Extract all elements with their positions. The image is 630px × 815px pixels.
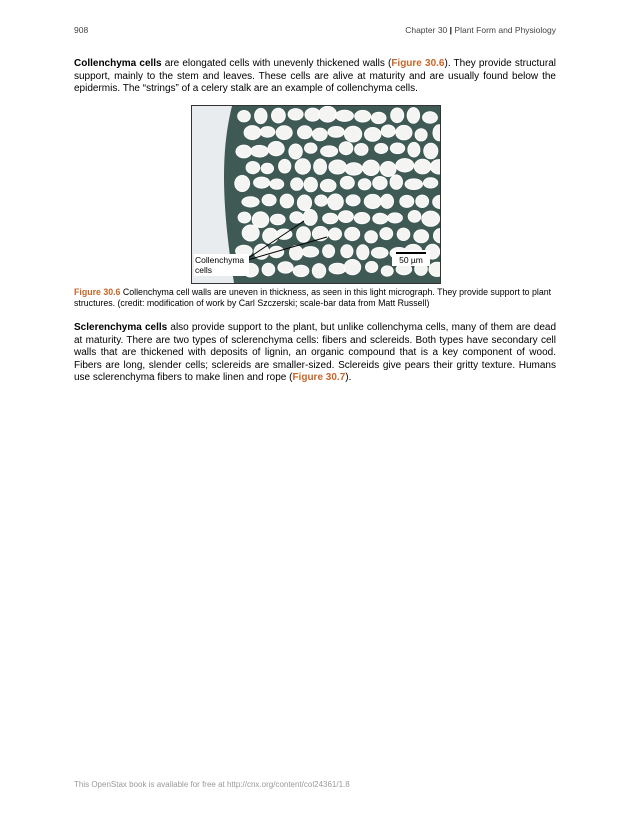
caption-figure-label: Figure 30.6	[74, 287, 121, 297]
paragraph-text: also provide support to the plant, but unlike collenchyma cells, many of them are dead at maturity. There are two types of sclerenchyma cells: fibers and sclereids. Both types have secondary cell walls that are thickened with deposits of lignin, an organic compound that is a key component of wood. Fibers are long, slender cells; sclereids are smaller-sized. Sclereids give pears their gritty texture. Humans use sclerenchyma fibers to make linen and rope (	[74, 322, 556, 383]
collenchyma-paragraph	[74, 58, 556, 96]
plant-cell	[270, 179, 284, 189]
plant-cell	[329, 263, 346, 274]
plant-cell	[355, 144, 368, 156]
plant-cell	[238, 111, 251, 122]
plant-cell	[340, 176, 354, 189]
plant-cell	[252, 212, 269, 228]
plant-cell	[242, 225, 259, 241]
plant-cell	[366, 262, 378, 273]
plant-cell	[357, 245, 369, 260]
plant-cell	[262, 263, 275, 276]
plant-cell	[423, 178, 437, 188]
plant-cell	[336, 110, 354, 121]
plant-cell	[329, 228, 342, 240]
page-number: 908	[74, 25, 89, 35]
paragraph-text: are elongated cells with unevenly thickened walls (	[161, 58, 392, 69]
plant-cell	[276, 126, 292, 140]
plant-cell	[415, 129, 427, 141]
plant-cell	[295, 159, 310, 174]
plant-cell	[396, 125, 412, 139]
plant-cell	[278, 262, 293, 273]
plant-cell	[235, 176, 250, 192]
plant-cell	[396, 159, 414, 172]
plant-cell	[364, 194, 381, 208]
plant-cell	[380, 228, 393, 240]
plant-cell	[280, 194, 293, 208]
page-footer: This OpenStax book is available for free at http://cnx.org/content/col24361/1.8	[74, 780, 350, 789]
plant-cell	[315, 195, 328, 206]
plant-cell	[345, 126, 362, 142]
plant-cell	[354, 213, 369, 224]
plant-cell	[262, 194, 276, 205]
plant-cell	[373, 177, 387, 190]
micrograph-figure	[191, 105, 441, 284]
plant-cell	[358, 179, 371, 190]
plant-cell	[363, 160, 380, 175]
plant-cell	[260, 127, 275, 138]
plant-cell	[289, 144, 302, 159]
plant-cell	[323, 245, 335, 258]
plant-cell	[321, 146, 338, 157]
plant-cell	[416, 195, 429, 207]
running-header	[405, 25, 556, 35]
plant-cell	[344, 260, 360, 275]
plant-cell	[271, 214, 286, 225]
chapter-number: Chapter 30	[405, 25, 448, 35]
plant-cell	[236, 145, 252, 158]
plant-cell	[405, 179, 422, 190]
figure-link-30-7[interactable]: Figure 30.7	[292, 372, 346, 383]
chapter-title: Plant Form and Physiology	[454, 25, 556, 35]
plant-cell	[312, 264, 325, 278]
plant-cell	[345, 163, 362, 175]
plant-cell	[424, 143, 438, 159]
plant-cell	[288, 109, 303, 120]
plant-cell	[407, 108, 419, 124]
plant-cell	[339, 142, 353, 155]
plant-cell	[302, 247, 319, 257]
figure-caption	[74, 287, 556, 309]
plant-cell	[298, 126, 313, 139]
plant-cell	[346, 195, 360, 206]
plant-cell	[328, 127, 344, 138]
plant-cell	[365, 128, 381, 142]
plant-cell	[429, 262, 440, 276]
scale-bar-line	[396, 252, 426, 254]
plant-cell	[293, 265, 309, 276]
plant-cell	[254, 177, 270, 188]
paragraph-text: ).	[345, 372, 352, 383]
plant-cell	[381, 125, 395, 137]
collenchyma-label: Collenchyma cells	[194, 254, 249, 276]
plant-cell	[381, 266, 393, 276]
plant-cell	[290, 212, 303, 223]
plant-cell	[304, 177, 317, 191]
plant-cell	[251, 145, 268, 157]
plant-cell	[238, 212, 251, 223]
plant-cell	[320, 179, 336, 191]
plant-cell	[400, 195, 414, 207]
plant-cell	[365, 231, 378, 243]
plant-cell	[381, 194, 394, 208]
plant-cell	[305, 108, 320, 121]
plant-cell	[312, 128, 327, 141]
plant-cell	[373, 213, 388, 224]
plant-cell	[371, 112, 386, 123]
plant-cell	[242, 197, 259, 207]
plant-cell	[268, 142, 284, 156]
plant-cell	[314, 159, 327, 174]
plant-cell	[408, 142, 420, 157]
plant-cell	[329, 160, 346, 174]
plant-cell	[297, 195, 311, 211]
plant-cell	[371, 248, 388, 259]
plant-cell	[263, 228, 278, 243]
plant-cell	[422, 211, 440, 226]
plant-cell	[414, 230, 429, 243]
plant-cell	[305, 143, 317, 153]
plant-cell	[303, 210, 317, 226]
plant-cell	[244, 126, 261, 140]
scale-bar	[392, 250, 430, 266]
plant-cell	[297, 227, 311, 243]
plant-cell	[246, 162, 260, 174]
figure-link-30-6[interactable]: Figure 30.6	[391, 58, 445, 69]
term-collenchyma: Collenchyma cells	[74, 58, 162, 69]
plant-cell	[328, 194, 344, 210]
plant-cell	[261, 163, 273, 173]
caption-text: Collenchyma cell walls are uneven in thickness, as seen in this light micrograph. They provide support to plant structures. (credit: modification of work by Carl Szczerski; scale-bar data from Matt Russell)	[74, 287, 552, 308]
plant-cell	[279, 159, 291, 173]
plant-cell	[272, 108, 286, 123]
paragraph-text: ). They provide structural support, mainly to the stem and leaves. These cells are alive at maturity and are usually found below the epidermis. The “strings” of a celery stalk are an example of collenchyma cells.	[74, 58, 556, 94]
plant-cell	[323, 213, 338, 223]
plant-cell	[345, 227, 360, 240]
plant-cell	[390, 175, 402, 189]
plant-cell	[408, 211, 421, 223]
plant-cell	[388, 213, 403, 223]
plant-cell	[291, 178, 303, 190]
plant-cell	[339, 211, 354, 223]
term-sclerenchyma: Sclerenchyma cells	[74, 322, 168, 333]
plant-cell	[391, 108, 404, 123]
plant-cell	[375, 144, 388, 154]
sclerenchyma-paragraph	[74, 322, 556, 385]
plant-cell	[319, 106, 337, 122]
plant-cell	[390, 143, 404, 154]
plant-cell	[355, 110, 371, 122]
plant-cell	[341, 245, 353, 258]
header-separator: |	[449, 25, 453, 35]
plant-cell	[255, 108, 267, 123]
plant-cell	[397, 228, 410, 240]
plant-cell	[423, 112, 438, 123]
plant-cell	[380, 162, 396, 177]
plant-cell	[414, 159, 431, 174]
scale-bar-label: 50 µm	[399, 255, 423, 265]
